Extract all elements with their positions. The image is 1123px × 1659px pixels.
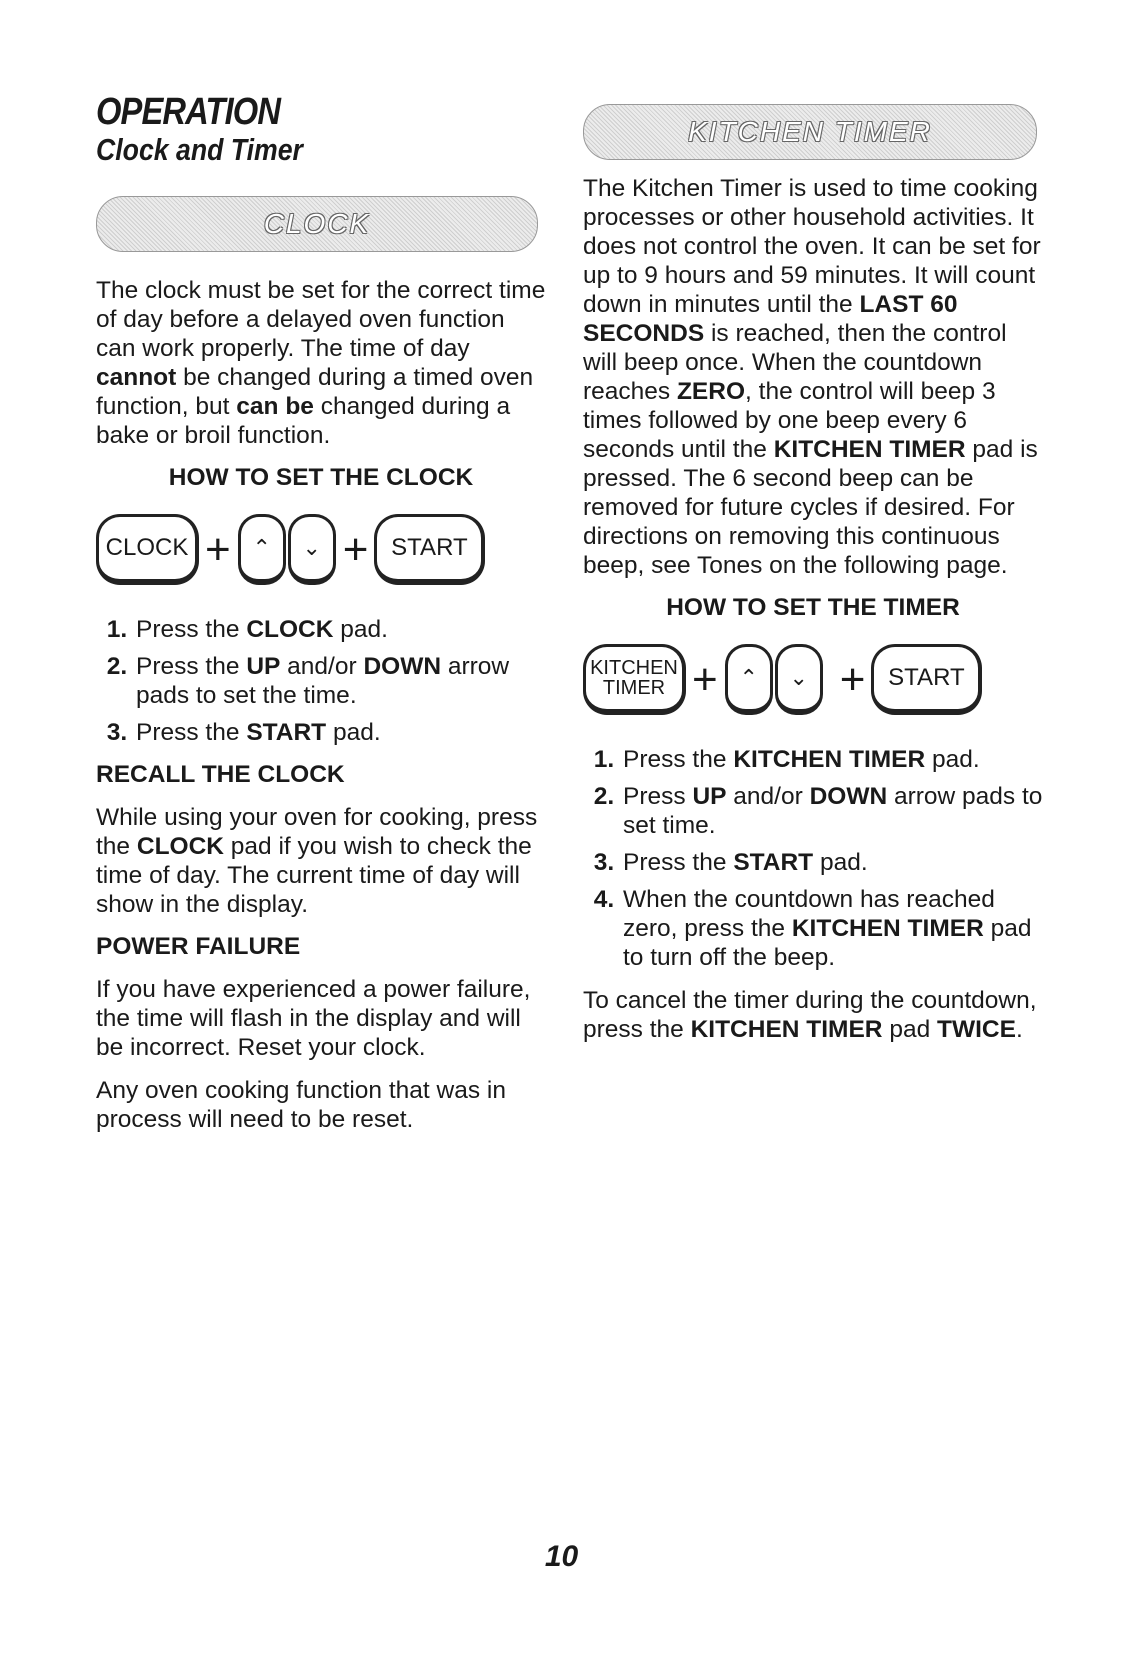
power-failure-text: If you have experienced a power failure, the time will flash in the display and will be incorrect. Reset your clock.: [96, 976, 531, 1061]
plus-sign: +: [205, 524, 231, 574]
kitchen-timer-banner: KITCHEN TIMER: [583, 104, 1037, 160]
list-item: 1. Press the CLOCK pad.: [134, 615, 546, 644]
timer-pad-sequence: [583, 644, 1043, 715]
kitchen-timer-pad-line1: KITCHEN: [590, 657, 678, 679]
clock-pad-sequence: [96, 514, 546, 585]
how-to-set-timer-heading: HOW TO SET THE TIMER: [666, 594, 960, 621]
down-arrow-pad-icon: ⌄: [288, 514, 336, 585]
recall-clock-text: While using your oven for cooking, press the CLOCK pad if you wish to check the time of day. The current time of day will show in the display.: [96, 804, 538, 918]
clock-intro: The clock must be set for the correct time of day before a delayed oven function can work properly. The time of day cannot be changed during a timed oven function, but can be changed during a bake or broil function.: [96, 277, 546, 449]
list-item: 3. Press the START pad.: [134, 718, 546, 747]
up-arrow-pad-icon: ⌃: [725, 644, 773, 715]
plus-sign: +: [342, 524, 369, 574]
up-arrow-pad-icon: ⌃: [238, 514, 286, 585]
timer-steps: [583, 745, 1043, 972]
list-item: 1. Press the KITCHEN TIMER pad.: [621, 745, 1043, 774]
timer-intro: The Kitchen Timer is used to time cooking processes or other household activities. It does not control the oven. It can be set for up to 9 hours and 59 minutes. It will count down in minutes until the LAST 60 SECONDS is reached, then the control will beep once. When the countdown reaches ZERO, the control will beep 3 times followed by one beep every 6 seconds until the KITCHEN TIMER pad is pressed. The 6 second beep can be removed for future cycles if desired. For directions on removing this continuous beep, see Tones on the following page.: [583, 175, 1041, 579]
page-number: 10: [544, 1540, 579, 1573]
list-item: 4. When the countdown has reached zero, press the KITCHEN TIMER pad to turn off the beep.: [621, 885, 1043, 972]
how-to-set-clock-heading: HOW TO SET THE CLOCK: [168, 464, 474, 491]
start-pad: START: [871, 644, 982, 715]
clock-pad: CLOCK: [96, 514, 199, 585]
kitchen-timer-pad-line2: TIMER: [602, 677, 666, 699]
clock-banner: CLOCK: [96, 196, 538, 252]
list-item: 3. Press the START pad.: [621, 848, 1043, 877]
clock-steps: [96, 615, 546, 747]
left-column: [96, 92, 546, 1148]
cancel-timer-text: To cancel the timer during the countdown, press the KITCHEN TIMER pad TWICE.: [583, 987, 1037, 1043]
kitchen-timer-pad: [583, 644, 686, 715]
start-pad: START: [374, 514, 485, 585]
list-item: 2. Press the UP and/or DOWN arrow pads to set the time.: [134, 652, 546, 710]
power-failure-reset-text: Any oven cooking function that was in process will need to be reset.: [96, 1077, 506, 1133]
right-column: [583, 104, 1043, 1058]
power-failure-heading: POWER FAILURE: [96, 933, 301, 960]
down-arrow-pad-icon: ⌄: [775, 644, 823, 715]
subsection-title: Clock and Timer: [96, 132, 303, 167]
section-title: OPERATION: [96, 91, 281, 133]
plus-sign: +: [839, 654, 866, 704]
recall-clock-heading: RECALL THE CLOCK: [96, 761, 345, 788]
plus-sign: +: [692, 654, 718, 704]
list-item: 2. Press UP and/or DOWN arrow pads to set time.: [621, 782, 1043, 840]
